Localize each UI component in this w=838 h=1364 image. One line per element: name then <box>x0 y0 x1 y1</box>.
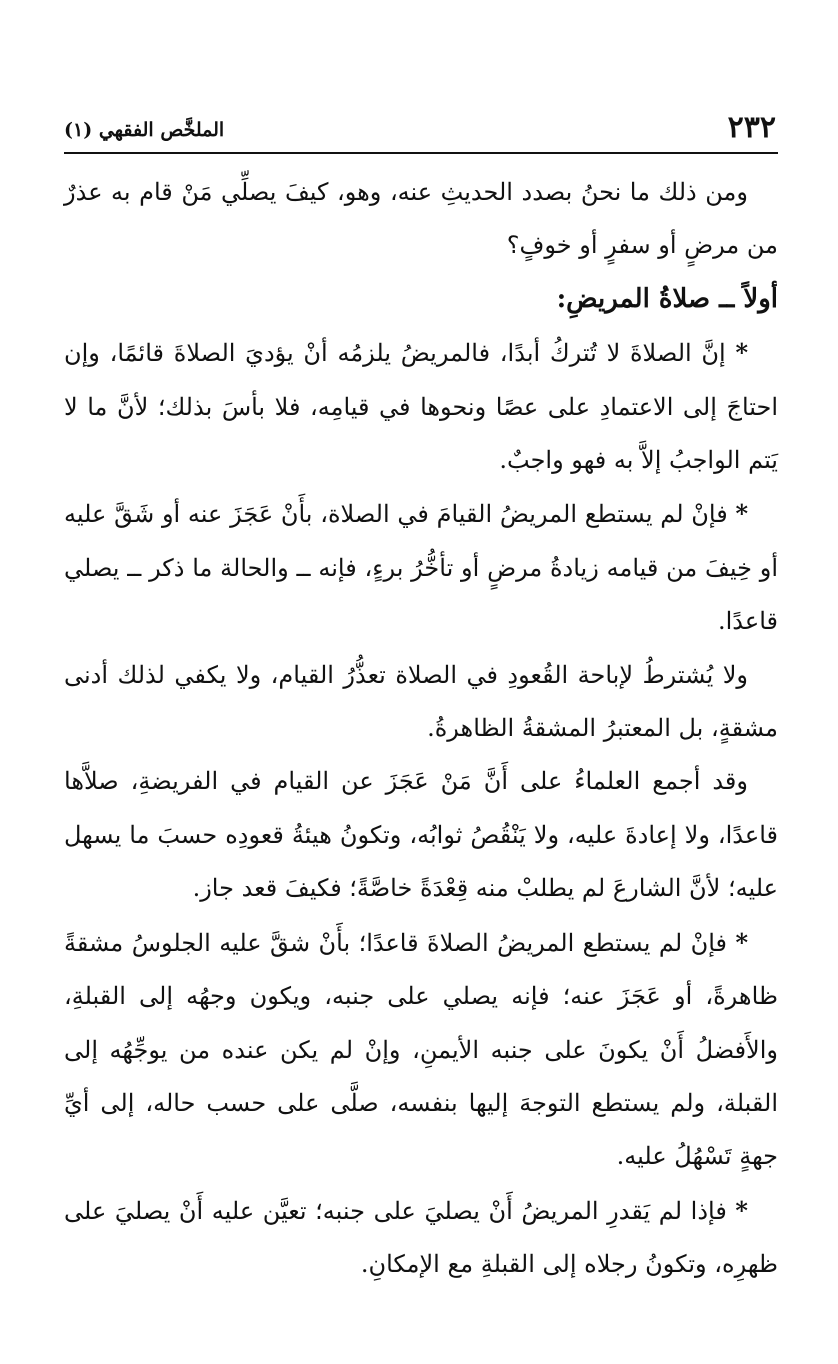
paragraph <box>64 755 778 915</box>
paragraph-text: فإنْ لم يستطع المريضُ الصلاةَ قاعدًا؛ بأَنْ شقَّ عليه الجلوسُ مشقةً ظاهرةً، أو عَجَزَ عنه؛ فإنه يصلي على جنبه، ويكون وجهُه إلى القبلةِ، والأَفضلُ أَنْ يكونَ على جنبه الأيمنِ، وإنْ لم يكن عنده من يوجِّهُه إلى القبلة، ولم يستطع التوجهَ إليها بنفسه، صلَّى على حسب حاله، إلى أيِّ جهةٍ تَسْهُلُ عليه. <box>64 928 778 1171</box>
page-number: ٢٣٢ <box>727 110 776 145</box>
running-head <box>64 108 778 154</box>
paragraph-text: وقد أجمع العلماءُ على أَنَّ مَنْ عَجَزَ عن القيام في الفريضةِ، صلاَّها قاعدًا، ولا إعادةَ عليه، ولا يَنْقُصُ ثوابُه، وتكونُ هيئةُ قعودِه حسبَ ما يسهل عليه؛ لأنَّ الشارعَ لم يطلبْ منه قِعْدَةً خاصَّةً؛ فكيفَ قعد جاز. <box>64 767 778 903</box>
paragraph-bullet <box>64 916 778 1184</box>
book-title: الملخَّص الفقهي (١) <box>64 119 225 141</box>
paragraph-text: ومن ذلك ما نحنُ بصدد الحديثِ عنه، وهو، كيفَ يصلِّي مَنْ قام به عذرٌ من مرضٍ أو سفرٍ أو خوفٍ؟ <box>64 178 778 260</box>
paragraph-text: ولا يُشترطُ لإباحة القُعودِ في الصلاة تعذُّرُ القيام، ولا يكفي لذلك أدنى مشقةٍ، بل المعتبرُ المشقةُ الظاهرةُ. <box>64 660 778 743</box>
paragraph-bullet <box>64 487 778 648</box>
asterisk-bullet: * <box>735 338 748 368</box>
asterisk-bullet: * <box>735 499 748 529</box>
paragraph-text: فإنْ لم يستطع المريضُ القيامَ في الصلاة، بأَنْ عَجَزَ عنه أو شَقَّ عليه أو خِيفَ من قيامه زيادةُ مرضٍ أو تأخُّرُ برءٍ، فإنه ــ والحالة ما ذكر ــ يصلي قاعدًا. <box>64 500 779 636</box>
heading-text: أولاً ــ صلاةُ المريضِ: <box>556 283 778 314</box>
paragraph-bullet <box>64 326 778 487</box>
asterisk-bullet: * <box>735 927 748 957</box>
paragraph-intro <box>64 166 778 273</box>
paragraph-text: فإذا لم يَقدرِ المريضُ أَنْ يصليَ على جنبه؛ تعيَّن عليه أَنْ يصليَ على ظهرِه، وتكونُ رجلاه إلى القبلةِ مع الإمكانِ. <box>64 1196 778 1279</box>
section-heading <box>64 273 778 326</box>
paragraph <box>64 649 778 756</box>
paragraph-bullet <box>64 1184 778 1292</box>
asterisk-bullet: * <box>735 1195 748 1225</box>
page-body <box>64 166 778 1292</box>
paragraph-text: إنَّ الصلاةَ لا تُتركُ أبدًا، فالمريضُ يلزمُه أنْ يؤديَ الصلاةَ قائمًا، وإن احتاجَ إلى الاعتمادِ على عصًا ونحوها في قيامِه، فلا بأسَ بذلك؛ لأنَّ ما لا يَتم الواجبُ إلاَّ به فهو واجبٌ. <box>64 339 778 475</box>
